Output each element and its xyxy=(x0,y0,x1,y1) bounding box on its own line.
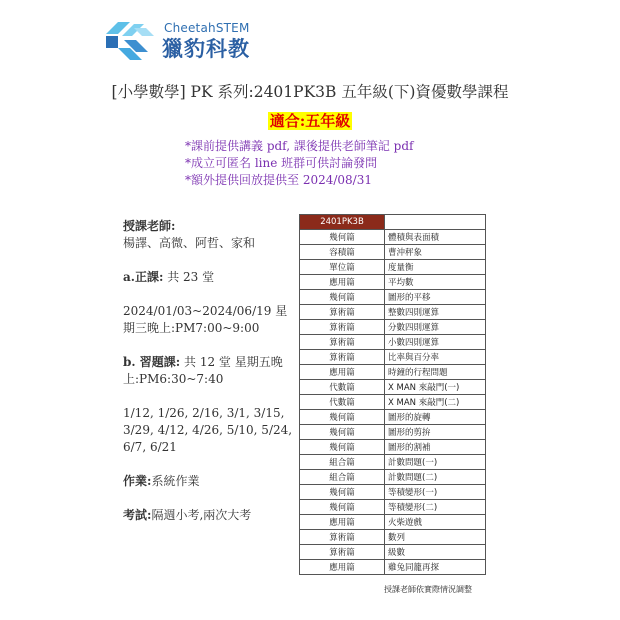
table-row xyxy=(300,275,486,290)
cheetah-logo-icon xyxy=(104,18,156,60)
table-row xyxy=(300,545,486,560)
table-row xyxy=(300,515,486,530)
grade-badge xyxy=(0,110,620,131)
practice-detail: 共 12 堂 星期五晚上:PM6:30~7:40 xyxy=(123,355,283,386)
unit-category: 幾何篇 xyxy=(300,410,385,425)
unit-category: 算術篇 xyxy=(300,320,385,335)
unit-topic: X MAN 來敲門(一) xyxy=(385,380,486,395)
practice-dates: 1/12, 1/26, 2/16, 3/1, 3/15, 3/29, 4/12, 4/26, 5/10, 5/24, 6/7, 6/21 xyxy=(123,406,293,454)
unit-category: 幾何篇 xyxy=(300,230,385,245)
teacher-section xyxy=(123,218,293,252)
note-item: *課前提供講義 pdf, 課後提供老師筆記 pdf xyxy=(185,139,414,153)
table-row xyxy=(300,230,486,245)
table-row xyxy=(300,425,486,440)
logo-english-name: CheetahSTEM xyxy=(164,21,250,35)
unit-topic: 雞兔同籠再探 xyxy=(385,560,486,575)
footer-note: 授課老師依實際情況調整 xyxy=(384,585,472,594)
practice-label: b. 習題課: xyxy=(123,355,181,369)
unit-category: 算術篇 xyxy=(300,305,385,320)
table-row xyxy=(300,485,486,500)
unit-topic: 體積與表面積 xyxy=(385,230,486,245)
unit-topic: 等積變形(二) xyxy=(385,500,486,515)
exam-value: 隔週小考,兩次大考 xyxy=(151,508,252,522)
unit-category: 代數篇 xyxy=(300,395,385,410)
schedule-table xyxy=(299,214,486,575)
unit-topic: 圖形的剪拚 xyxy=(385,425,486,440)
table-row xyxy=(300,455,486,470)
unit-topic: 圖形的平移 xyxy=(385,290,486,305)
regular-dates: 2024/01/03~2024/06/19 星期三晚上:PM7:00~9:00 xyxy=(123,304,288,335)
table-row xyxy=(300,560,486,575)
table-row xyxy=(300,395,486,410)
teacher-label: 授課老師: xyxy=(123,219,176,233)
table-header-code: 2401PK3B xyxy=(300,215,385,230)
unit-topic: 度量衡 xyxy=(385,260,486,275)
table-header-row xyxy=(300,215,486,230)
unit-topic: 分數四則運算 xyxy=(385,320,486,335)
homework-label: 作業: xyxy=(123,474,152,488)
table-row xyxy=(300,335,486,350)
table-row xyxy=(300,260,486,275)
table-row xyxy=(300,410,486,425)
table-row xyxy=(300,365,486,380)
table-row xyxy=(300,440,486,455)
teacher-names: 楊譯、高微、阿哲、家和 xyxy=(123,236,256,250)
unit-category: 組合篇 xyxy=(300,455,385,470)
course-title: [小學數學] PK 系列:2401PK3B 五年級(下)資優數學課程 xyxy=(111,83,509,101)
unit-category: 幾何篇 xyxy=(300,290,385,305)
table-row xyxy=(300,500,486,515)
unit-topic: 等積變形(一) xyxy=(385,485,486,500)
unit-category: 算術篇 xyxy=(300,350,385,365)
unit-category: 幾何篇 xyxy=(300,425,385,440)
unit-category: 幾何篇 xyxy=(300,500,385,515)
unit-topic: 圖形的旋轉 xyxy=(385,410,486,425)
unit-category: 應用篇 xyxy=(300,515,385,530)
unit-category: 應用篇 xyxy=(300,365,385,380)
brand-logo xyxy=(104,18,264,60)
unit-topic: X MAN 來敲門(二) xyxy=(385,395,486,410)
unit-topic: 級數 xyxy=(385,545,486,560)
practice-section xyxy=(123,354,293,388)
unit-category: 算術篇 xyxy=(300,545,385,560)
table-row xyxy=(300,245,486,260)
regular-count: 共 23 堂 xyxy=(163,270,215,284)
table-row xyxy=(300,470,486,485)
unit-topic: 比率與百分率 xyxy=(385,350,486,365)
grade-label: 適合:五年級 xyxy=(269,112,351,130)
unit-category: 代數篇 xyxy=(300,380,385,395)
unit-topic: 圖形的割補 xyxy=(385,440,486,455)
table-row xyxy=(300,530,486,545)
table-row xyxy=(300,380,486,395)
unit-category: 幾何篇 xyxy=(300,440,385,455)
table-header-blank xyxy=(385,215,486,230)
regular-class-section xyxy=(123,269,293,286)
homework-section xyxy=(123,473,293,490)
unit-topic: 整數四則運算 xyxy=(385,305,486,320)
unit-category: 單位篇 xyxy=(300,260,385,275)
unit-topic: 火柴遊戲 xyxy=(385,515,486,530)
unit-category: 應用篇 xyxy=(300,560,385,575)
exam-label: 考試: xyxy=(123,508,152,522)
table-row xyxy=(300,350,486,365)
unit-topic: 平均數 xyxy=(385,275,486,290)
homework-value: 系統作業 xyxy=(151,474,200,488)
table-row xyxy=(300,290,486,305)
unit-category: 算術篇 xyxy=(300,335,385,350)
unit-topic: 時鐘的行程問題 xyxy=(385,365,486,380)
unit-topic: 數列 xyxy=(385,530,486,545)
table-row xyxy=(300,305,486,320)
table-row xyxy=(300,320,486,335)
regular-label: a.正課: xyxy=(123,270,164,284)
unit-topic: 小數四則運算 xyxy=(385,335,486,350)
course-info xyxy=(123,218,293,541)
note-item: *額外提供回放提供至 2024/08/31 xyxy=(185,173,372,187)
unit-topic: 曹沖秤象 xyxy=(385,245,486,260)
unit-category: 組合篇 xyxy=(300,470,385,485)
unit-topic: 計數問題(一) xyxy=(385,455,486,470)
unit-category: 容積篇 xyxy=(300,245,385,260)
exam-section xyxy=(123,507,293,524)
unit-topic: 計數問題(二) xyxy=(385,470,486,485)
logo-chinese-name: 獵豹科教 xyxy=(162,37,250,61)
unit-category: 算術篇 xyxy=(300,530,385,545)
unit-category: 應用篇 xyxy=(300,275,385,290)
unit-category: 幾何篇 xyxy=(300,485,385,500)
course-notes xyxy=(185,138,413,189)
note-item: *成立可匿名 line 班群可供討論發問 xyxy=(185,156,378,170)
